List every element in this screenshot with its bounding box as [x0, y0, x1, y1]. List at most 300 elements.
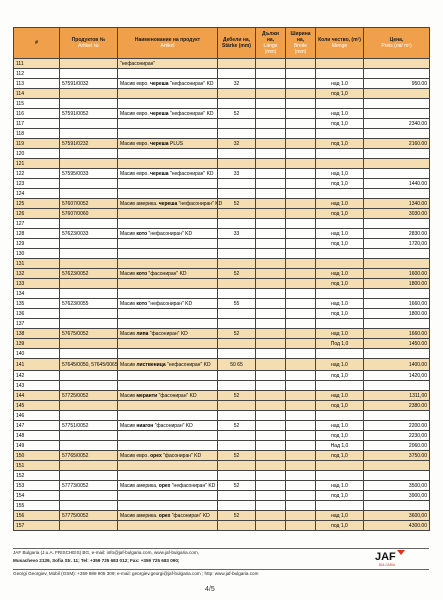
product-description [118, 259, 218, 269]
quantity-condition: над 1.0 [316, 109, 364, 119]
table-row [14, 391, 430, 401]
jaf-logo [371, 549, 416, 567]
quantity-condition: над 1.0 [316, 481, 364, 491]
price [364, 89, 430, 99]
thickness [218, 411, 256, 421]
product-description [118, 319, 218, 329]
table-row [14, 189, 430, 199]
quantity-condition: под 1,0 [316, 521, 364, 531]
article-number: 57623/0055 [60, 299, 118, 309]
width [286, 59, 316, 69]
table-row [14, 259, 430, 269]
price: 1420,00 [364, 371, 430, 381]
row-number: 126 [14, 209, 60, 219]
description-suffix: "нефасониран" KD [170, 482, 216, 489]
product-description [118, 381, 218, 391]
product-description [118, 169, 218, 179]
article-number [60, 471, 118, 481]
width [286, 89, 316, 99]
table-row [14, 179, 430, 189]
row-number: 123 [14, 179, 60, 189]
product-description [118, 391, 218, 401]
description-suffix: "фасониран" KD [153, 422, 193, 429]
article-number [60, 491, 118, 501]
table-row [14, 129, 430, 139]
wood-species: орех [158, 512, 171, 519]
wood-species: лиственица [136, 361, 166, 368]
price [364, 109, 430, 119]
quantity-condition [316, 259, 364, 269]
width [286, 471, 316, 481]
product-description [118, 279, 218, 289]
width [286, 219, 316, 229]
description-suffix: "фасониран" KD [170, 512, 210, 519]
quantity-condition: под 1,0 [316, 239, 364, 249]
row-number: 155 [14, 501, 60, 511]
description-suffix: "фасониран" KD [157, 392, 197, 399]
description-text: Масив евро. [120, 140, 151, 147]
width [286, 411, 316, 421]
thickness [218, 461, 256, 471]
row-number: 153 [14, 481, 60, 491]
product-description [118, 139, 218, 149]
price [364, 411, 430, 421]
row-number: 120 [14, 149, 60, 159]
row-number: 127 [14, 219, 60, 229]
price [364, 59, 430, 69]
table-row [14, 219, 430, 229]
price [364, 219, 430, 229]
wood-species: орех [150, 452, 162, 459]
price: 3750.00 [364, 451, 430, 461]
table-row [14, 421, 430, 431]
length [256, 229, 286, 239]
row-number: 116 [14, 109, 60, 119]
product-description [118, 371, 218, 381]
table-row [14, 381, 430, 391]
article-number: 57765/0052 [60, 451, 118, 461]
table-row [14, 451, 430, 461]
article-number [60, 129, 118, 139]
price: 3500,00 [364, 481, 430, 491]
width [286, 159, 316, 169]
length [256, 441, 286, 451]
quantity-condition [316, 471, 364, 481]
price: 1400.00 [364, 359, 430, 371]
description-suffix: "фасониран" KD [147, 270, 187, 277]
table-row [14, 441, 430, 451]
table-row [14, 249, 430, 259]
article-number [60, 339, 118, 349]
table-row [14, 371, 430, 381]
description-text: Масив евро. [120, 452, 151, 459]
logo-sub: BULGARIA [379, 563, 396, 567]
table-row [14, 269, 430, 279]
article-number [60, 501, 118, 511]
article-number [60, 69, 118, 79]
article-number [60, 431, 118, 441]
width [286, 69, 316, 79]
article-number [60, 371, 118, 381]
article-number [60, 99, 118, 109]
length [256, 279, 286, 289]
product-description [118, 451, 218, 461]
table-row [14, 279, 430, 289]
product-description [118, 229, 218, 239]
price: 1800.00 [364, 309, 430, 319]
quantity-condition: Под 1,0 [316, 339, 364, 349]
row-number: 146 [14, 411, 60, 421]
length [256, 259, 286, 269]
length [256, 329, 286, 339]
price: 1340.00 [364, 199, 430, 209]
product-description [118, 179, 218, 189]
description-text: Масив америка. [120, 200, 159, 207]
width [286, 139, 316, 149]
quantity-condition: над 1.0 [316, 391, 364, 401]
thickness [218, 319, 256, 329]
row-number: 137 [14, 319, 60, 329]
width [286, 129, 316, 139]
thickness [218, 219, 256, 229]
quantity-condition: над 1,0 [316, 511, 364, 521]
description-text: Масив [120, 270, 137, 277]
price: 2380.00 [364, 401, 430, 411]
length [256, 421, 286, 431]
article-number: 57607/0052 [60, 199, 118, 209]
quantity-condition [316, 319, 364, 329]
quantity-condition: под 1,0 [316, 451, 364, 461]
product-description [118, 431, 218, 441]
row-number: 140 [14, 349, 60, 359]
article-number: 57595/0033 [60, 169, 118, 179]
width [286, 421, 316, 431]
thickness [218, 441, 256, 451]
product-description [118, 401, 218, 411]
article-number [60, 411, 118, 421]
product-description [118, 89, 218, 99]
width [286, 339, 316, 349]
article-number: 57623/0052 [60, 269, 118, 279]
row-number: 150 [14, 451, 60, 461]
price: 4300.00 [364, 521, 430, 531]
wood-species: кото [136, 300, 148, 307]
length [256, 199, 286, 209]
width [286, 401, 316, 411]
quantity-condition: над 1.0 [316, 359, 364, 371]
width [286, 149, 316, 159]
header-price: Цена, Preis (лв/ m²) [364, 28, 430, 59]
product-description [118, 79, 218, 89]
thickness [218, 179, 256, 189]
product-description [118, 349, 218, 359]
description-text: Масив [120, 330, 137, 337]
quantity-condition: под 1,0 [316, 279, 364, 289]
thickness [218, 69, 256, 79]
width [286, 269, 316, 279]
row-number: 121 [14, 159, 60, 169]
quantity-condition [316, 461, 364, 471]
row-number: 113 [14, 79, 60, 89]
length [256, 69, 286, 79]
thickness [218, 239, 256, 249]
row-number: 114 [14, 89, 60, 99]
width [286, 481, 316, 491]
quantity-condition [316, 219, 364, 229]
table-row [14, 79, 430, 89]
quantity-condition: над 1.0 [316, 329, 364, 339]
description-suffix: "фасониран" KD [161, 452, 202, 459]
quantity-condition: над 1.0 [316, 79, 364, 89]
thickness: 52 [218, 109, 256, 119]
price [364, 349, 430, 359]
length [256, 269, 286, 279]
length [256, 189, 286, 199]
price: 1450.00 [364, 339, 430, 349]
product-description [118, 299, 218, 309]
thickness [218, 89, 256, 99]
row-number: 115 [14, 99, 60, 109]
price: 950.00 [364, 79, 430, 89]
price: 3030.00 [364, 209, 430, 219]
quantity-condition: над 1.0 [316, 299, 364, 309]
length [256, 299, 286, 309]
row-number: 156 [14, 511, 60, 521]
product-description [118, 249, 218, 259]
table-row [14, 89, 430, 99]
length [256, 451, 286, 461]
table-row [14, 119, 430, 129]
row-number: 145 [14, 401, 60, 411]
table-row [14, 209, 430, 219]
product-description [118, 491, 218, 501]
article-number: 57591/0052 [60, 109, 118, 119]
header-thickness: Дебели на, Stärke (mm) [218, 28, 256, 59]
table-row [14, 481, 430, 491]
quantity-condition [316, 149, 364, 159]
width [286, 109, 316, 119]
row-number: 151 [14, 461, 60, 471]
quantity-condition: под 1,0 [316, 401, 364, 411]
thickness [218, 401, 256, 411]
width [286, 289, 316, 299]
table-row [14, 411, 430, 421]
quantity-condition [316, 59, 364, 69]
width [286, 119, 316, 129]
product-description [118, 119, 218, 129]
width [286, 249, 316, 259]
thickness: 52 [218, 451, 256, 461]
article-number [60, 239, 118, 249]
product-description [118, 99, 218, 109]
length [256, 521, 286, 531]
length [256, 249, 286, 259]
row-number: 119 [14, 139, 60, 149]
price-table [13, 27, 430, 531]
width [286, 381, 316, 391]
quantity-condition: под 1,0 [316, 309, 364, 319]
article-number [60, 521, 118, 531]
table-row [14, 491, 430, 501]
footer-contact: Georgi Georgiev, Mobil (GSM): +359 888 905 309; e-mail: georgiev.georgi@jaf-bulgaria.com ; http: www.jaf-bulgaria.com [13, 569, 429, 578]
quantity-condition [316, 129, 364, 139]
length [256, 381, 286, 391]
thickness [218, 289, 256, 299]
quantity-condition: под 1,0 [316, 89, 364, 99]
description-suffix: "нефасониран" KD [168, 170, 214, 177]
price [364, 159, 430, 169]
product-description [118, 59, 218, 69]
article-number: 57773/0052 [60, 481, 118, 491]
table-row [14, 359, 430, 371]
thickness: 50 65 [218, 359, 256, 371]
article-number [60, 349, 118, 359]
row-number: 134 [14, 289, 60, 299]
thickness [218, 521, 256, 531]
row-number: 147 [14, 421, 60, 431]
row-number: 132 [14, 269, 60, 279]
table-row [14, 349, 430, 359]
quantity-condition [316, 381, 364, 391]
price: 2340.00 [364, 119, 430, 129]
article-number [60, 119, 118, 129]
logo-text: JAF [375, 551, 396, 563]
article-number: 57591/0032 [60, 79, 118, 89]
length [256, 89, 286, 99]
thickness: 52 [218, 511, 256, 521]
quantity-condition: над 1.0 [316, 269, 364, 279]
row-number: 125 [14, 199, 60, 209]
price: 3600,00 [364, 511, 430, 521]
thickness [218, 259, 256, 269]
price: 2160.00 [364, 139, 430, 149]
width [286, 259, 316, 269]
description-text: Масив евро. [120, 80, 151, 87]
price: 1600.00 [364, 269, 430, 279]
wood-species: кото [136, 230, 148, 237]
description-suffix: PLUS [168, 140, 184, 147]
length [256, 99, 286, 109]
thickness: 52 [218, 481, 256, 491]
table-row [14, 229, 430, 239]
article-number [60, 159, 118, 169]
thickness [218, 249, 256, 259]
row-number: 135 [14, 299, 60, 309]
table-row [14, 339, 430, 349]
thickness: 52 [218, 391, 256, 401]
thickness: 52 [218, 329, 256, 339]
width [286, 329, 316, 339]
thickness: 55 [218, 299, 256, 309]
row-number: 111 [14, 59, 60, 69]
length [256, 119, 286, 129]
length [256, 319, 286, 329]
width [286, 511, 316, 521]
product-description [118, 199, 223, 209]
article-number: 57775/0052 [60, 511, 118, 521]
row-number: 136 [14, 309, 60, 319]
row-number: 117 [14, 119, 60, 129]
thickness [218, 309, 256, 319]
length [256, 159, 286, 169]
article-number: 57623/0033 [60, 229, 118, 239]
width [286, 239, 316, 249]
product-description [118, 441, 218, 451]
table-header [14, 28, 430, 59]
thickness [218, 501, 256, 511]
description-text: Масив евро. [120, 110, 151, 117]
table-row [14, 511, 430, 521]
row-number: 142 [14, 371, 60, 381]
quantity-condition [316, 249, 364, 259]
product-description [118, 411, 218, 421]
article-number [60, 381, 118, 391]
product-description [118, 289, 218, 299]
thickness [218, 149, 256, 159]
product-description [118, 359, 218, 371]
width [286, 501, 316, 511]
table-row [14, 289, 430, 299]
wood-species: орех [158, 482, 171, 489]
quantity-condition: Над 1,0 [316, 441, 364, 451]
width [286, 461, 316, 471]
price [364, 289, 430, 299]
width [286, 209, 316, 219]
product-description [118, 209, 218, 219]
quantity-condition [316, 349, 364, 359]
quantity-condition: над 1.0 [316, 421, 364, 431]
product-description [118, 109, 218, 119]
width [286, 169, 316, 179]
thickness: 52 [218, 421, 256, 431]
wood-species: череша [158, 200, 178, 207]
quantity-condition: под 1,0 [316, 209, 364, 219]
width [286, 319, 316, 329]
length [256, 149, 286, 159]
thickness [218, 471, 256, 481]
thickness [218, 349, 256, 359]
length [256, 411, 286, 421]
length [256, 219, 286, 229]
thickness [218, 431, 256, 441]
quantity-condition [316, 411, 364, 421]
length [256, 309, 286, 319]
header-length: Дължи на, Länge (mm) [256, 28, 286, 59]
length [256, 129, 286, 139]
width [286, 189, 316, 199]
article-number [60, 309, 118, 319]
quantity-condition: над 1.0 [316, 199, 364, 209]
width [286, 229, 316, 239]
article-number [60, 179, 118, 189]
product-description [118, 471, 218, 481]
length [256, 109, 286, 119]
wood-species: череша [150, 170, 169, 177]
article-number: 57607/0060 [60, 209, 118, 219]
price [364, 249, 430, 259]
product-description [118, 481, 218, 491]
thickness [218, 129, 256, 139]
description-text: Масив [120, 230, 137, 237]
table-row [14, 109, 430, 119]
width [286, 179, 316, 189]
table-row [14, 329, 430, 339]
row-number: 149 [14, 441, 60, 451]
quantity-condition: под 1,0 [316, 139, 364, 149]
length [256, 359, 286, 371]
width [286, 491, 316, 501]
price: 1311,00 [364, 391, 430, 401]
